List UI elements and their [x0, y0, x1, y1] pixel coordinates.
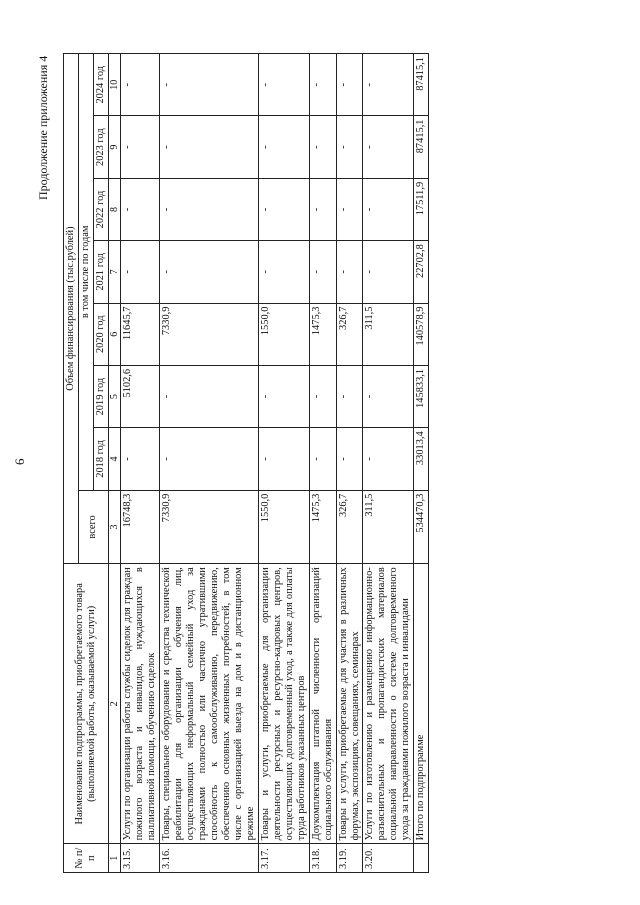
- total-row-label: Итого по подпрограмме: [414, 564, 429, 844]
- row-year-value: -: [121, 116, 160, 178]
- row-name: Услуги по изготовлению и размещению информационно-разъяснительных и пропагандистских материалов социальной направленности о системе долговременного ухода за гражданами пожилого возраста и инвалидами: [363, 564, 414, 844]
- row-name: Доукомплектация штатной численности организаций социального обслуживания: [309, 564, 336, 844]
- row-year-value: -: [309, 178, 336, 240]
- total-row-year-value: 33013,4: [414, 428, 429, 490]
- table-row: [121, 54, 160, 873]
- row-year-value: -: [363, 54, 414, 116]
- header-funding: Объем финансирования (тыс.рублей): [64, 54, 79, 564]
- row-year-value: -: [336, 241, 363, 303]
- total-row-year-value: 22702,8: [414, 241, 429, 303]
- row-total: 7330,9: [160, 490, 259, 564]
- row-year-value: -: [363, 428, 414, 490]
- header-year: 2024 год: [93, 54, 108, 116]
- row-year-value: -: [336, 54, 363, 116]
- total-row-year-value: 17511,9: [414, 178, 429, 240]
- row-year-value: -: [160, 428, 259, 490]
- row-name: Товары, специальное оборудование и средства технической реабилитации для организации обучения лиц, осуществляющих неформальный семейный уход за гражданами полностью или частично утратившими способность к самообслуживанию, передвижению, обеспечению основных жизненных потребностей, в том числе с организацией выезда на дом и в дистанционном режиме: [160, 564, 259, 844]
- col-number: 9: [108, 116, 121, 178]
- row-year-value: -: [363, 241, 414, 303]
- row-year-value: -: [309, 116, 336, 178]
- header-year: 2019 год: [93, 365, 108, 427]
- col-number: 1: [108, 844, 121, 873]
- header-year: 2018 год: [93, 428, 108, 490]
- row-number: 3.16.: [160, 844, 259, 873]
- row-year-value: 326,7: [336, 303, 363, 365]
- row-year-value: 311,5: [363, 303, 414, 365]
- row-number: 3.20.: [363, 844, 414, 873]
- row-year-value: -: [121, 428, 160, 490]
- row-year-value: -: [336, 428, 363, 490]
- row-year-value: -: [363, 178, 414, 240]
- row-year-value: -: [309, 54, 336, 116]
- table-row: [160, 54, 259, 873]
- header-name: Наименование подпрограммы, приобретаемого товара (выполняемой работы, оказываемой услуги): [64, 564, 109, 844]
- row-year-value: -: [309, 365, 336, 427]
- row-year-value: -: [160, 178, 259, 240]
- col-number: 8: [108, 178, 121, 240]
- header-year: 2022 год: [93, 178, 108, 240]
- header-year: 2023 год: [93, 116, 108, 178]
- row-name: Услуги по организации работы службы сиделок для граждан пожилого возраста и инвалидов, нуждающихся в паллиативной помощи, обучению сиделок: [121, 564, 160, 844]
- total-row-num: [414, 844, 429, 873]
- table-row: [309, 54, 336, 873]
- row-name: Товары и услуги, приобретаемые для участия в различных форумах, экспозициях, совещаниях, семинарах: [336, 564, 363, 844]
- row-total: 1475,3: [309, 490, 336, 564]
- row-total: 311,5: [363, 490, 414, 564]
- table-row: [363, 54, 414, 873]
- row-year-value: -: [258, 54, 309, 116]
- continuation-note: Продолжение приложения 4: [36, 55, 50, 200]
- header-total: всего: [78, 490, 108, 564]
- row-year-value: -: [258, 116, 309, 178]
- row-year-value: -: [336, 365, 363, 427]
- row-year-value: -: [121, 54, 160, 116]
- col-number: 6: [108, 303, 121, 365]
- total-row-year-value: 140578,9: [414, 303, 429, 365]
- row-number: 3.18.: [309, 844, 336, 873]
- col-number: 5: [108, 365, 121, 427]
- row-year-value: -: [160, 241, 259, 303]
- row-name: Товары и услуги, приобретаемые для организации деятельности ресурсных и ресурсно-кадровых центров, осуществляющих долговременный уход, а также для оплаты труда работников указанных центров: [258, 564, 309, 844]
- row-total: 1550,0: [258, 490, 309, 564]
- row-year-value: -: [160, 116, 259, 178]
- total-row-year-value: 87415,1: [414, 116, 429, 178]
- table-row: [258, 54, 309, 873]
- col-number: 7: [108, 241, 121, 303]
- header-by-year: в том числе по годам: [78, 54, 93, 491]
- row-year-value: -: [309, 428, 336, 490]
- row-year-value: 7330,9: [160, 303, 259, 365]
- row-year-value: -: [336, 178, 363, 240]
- row-year-value: -: [258, 365, 309, 427]
- row-year-value: -: [258, 428, 309, 490]
- row-total: 16748,3: [121, 490, 160, 564]
- total-row-total: 534470,3: [414, 490, 429, 564]
- row-year-value: -: [258, 241, 309, 303]
- col-number: 2: [108, 564, 121, 844]
- row-year-value: 1475,3: [309, 303, 336, 365]
- row-year-value: -: [160, 54, 259, 116]
- row-year-value: -: [160, 365, 259, 427]
- col-number: 10: [108, 54, 121, 116]
- total-row: [414, 54, 429, 873]
- row-number: 3.15.: [121, 844, 160, 873]
- row-year-value: -: [336, 116, 363, 178]
- header-num: № п/п: [64, 844, 109, 873]
- col-number: 3: [108, 490, 121, 564]
- row-year-value: 11645,7: [121, 303, 160, 365]
- row-year-value: -: [121, 241, 160, 303]
- row-year-value: 1550,0: [258, 303, 309, 365]
- total-row-year-value: 87415,1: [414, 54, 429, 116]
- row-total: 326,7: [336, 490, 363, 564]
- total-row-year-value: 145833,1: [414, 365, 429, 427]
- page-number: 6: [12, 458, 27, 465]
- table-row: [336, 54, 363, 873]
- row-year-value: 5102,6: [121, 365, 160, 427]
- row-year-value: -: [258, 178, 309, 240]
- row-year-value: -: [363, 365, 414, 427]
- row-number: 3.17.: [258, 844, 309, 873]
- row-number: 3.19.: [336, 844, 363, 873]
- row-year-value: -: [121, 178, 160, 240]
- header-year: 2021 год: [93, 241, 108, 303]
- row-year-value: -: [363, 116, 414, 178]
- row-year-value: -: [309, 241, 336, 303]
- header-year: 2020 год: [93, 303, 108, 365]
- col-number: 4: [108, 428, 121, 490]
- funding-table: [63, 53, 429, 873]
